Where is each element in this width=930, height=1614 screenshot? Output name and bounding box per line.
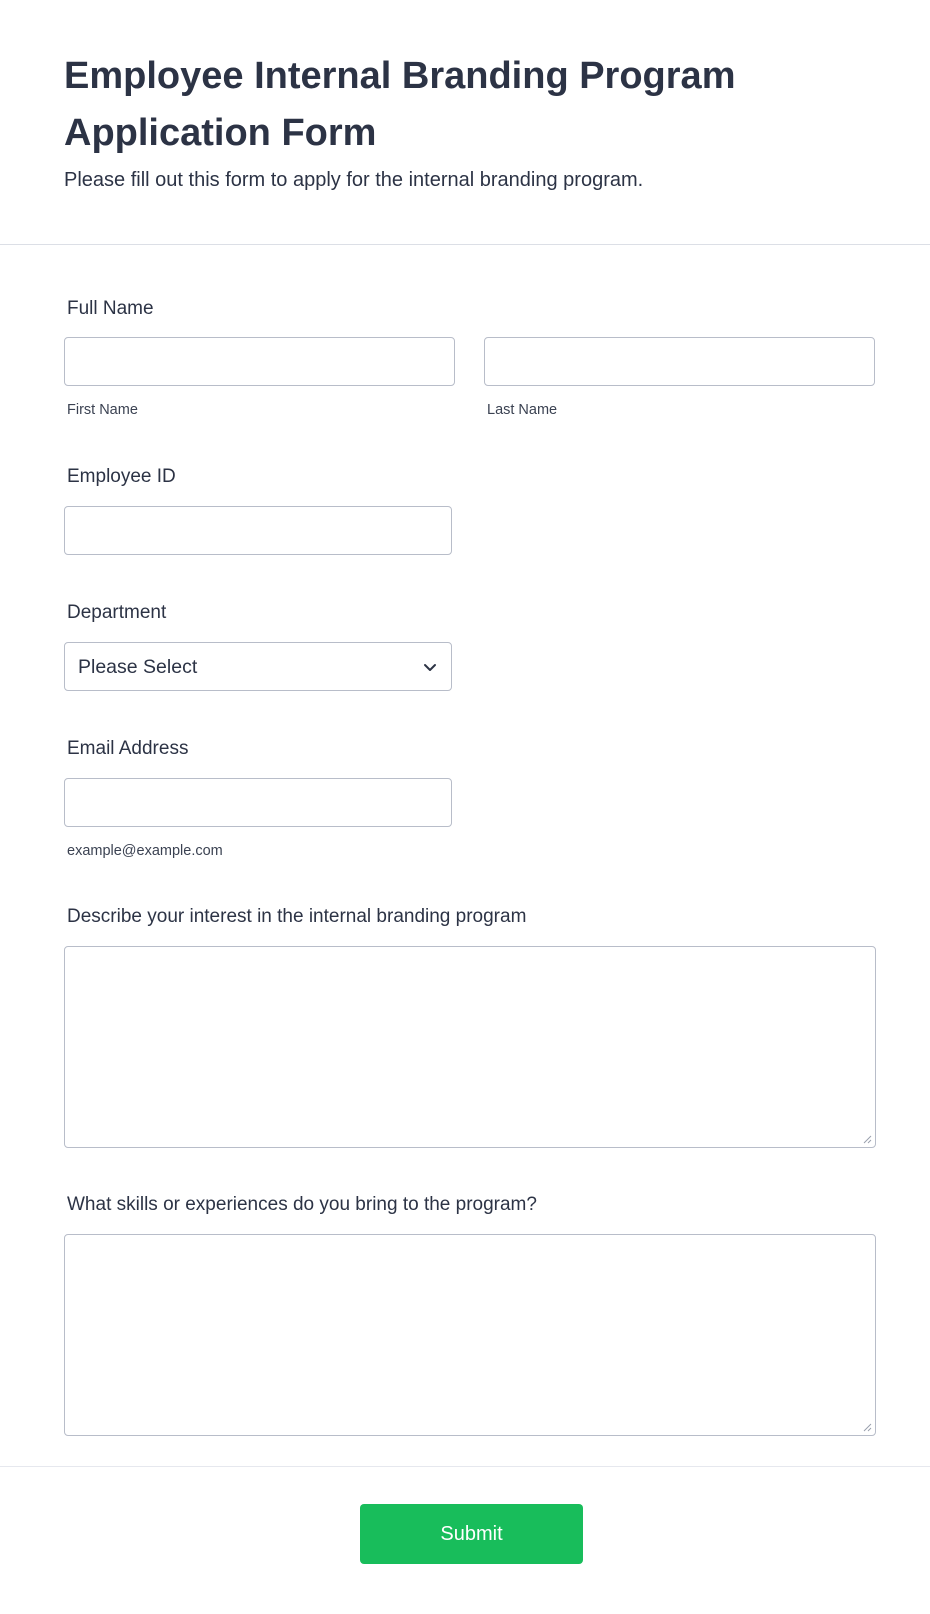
email-sublabel: example@example.com [67, 843, 223, 859]
first-name-sublabel: First Name [67, 402, 138, 418]
resize-handle-icon[interactable] [862, 1422, 872, 1432]
submit-button[interactable]: Submit [360, 1504, 583, 1564]
last-name-input[interactable] [484, 337, 875, 386]
last-name-sublabel: Last Name [487, 402, 558, 418]
interest-textarea[interactable] [64, 946, 876, 1148]
chevron-down-icon [421, 658, 439, 676]
form-header [0, 0, 930, 245]
email-input[interactable] [64, 778, 452, 827]
full-name-label: Full Name [67, 298, 154, 319]
skills-textarea[interactable] [64, 1234, 876, 1436]
department-label: Department [67, 602, 167, 623]
department-select[interactable] [64, 642, 452, 691]
employee-id-label: Employee ID [67, 466, 176, 487]
form-subtitle: Please fill out this form to apply for the internal branding program. [64, 169, 644, 191]
form-title: Employee Internal Branding Program Application Form [64, 55, 736, 154]
department-selected-value: Please Select [78, 656, 198, 678]
employee-id-input[interactable] [64, 506, 452, 555]
interest-label: Describe your interest in the internal branding program [67, 906, 527, 927]
first-name-input[interactable] [64, 337, 455, 386]
skills-label: What skills or experiences do you bring to the program? [67, 1194, 537, 1215]
resize-handle-icon[interactable] [862, 1134, 872, 1144]
email-label: Email Address [67, 738, 189, 759]
